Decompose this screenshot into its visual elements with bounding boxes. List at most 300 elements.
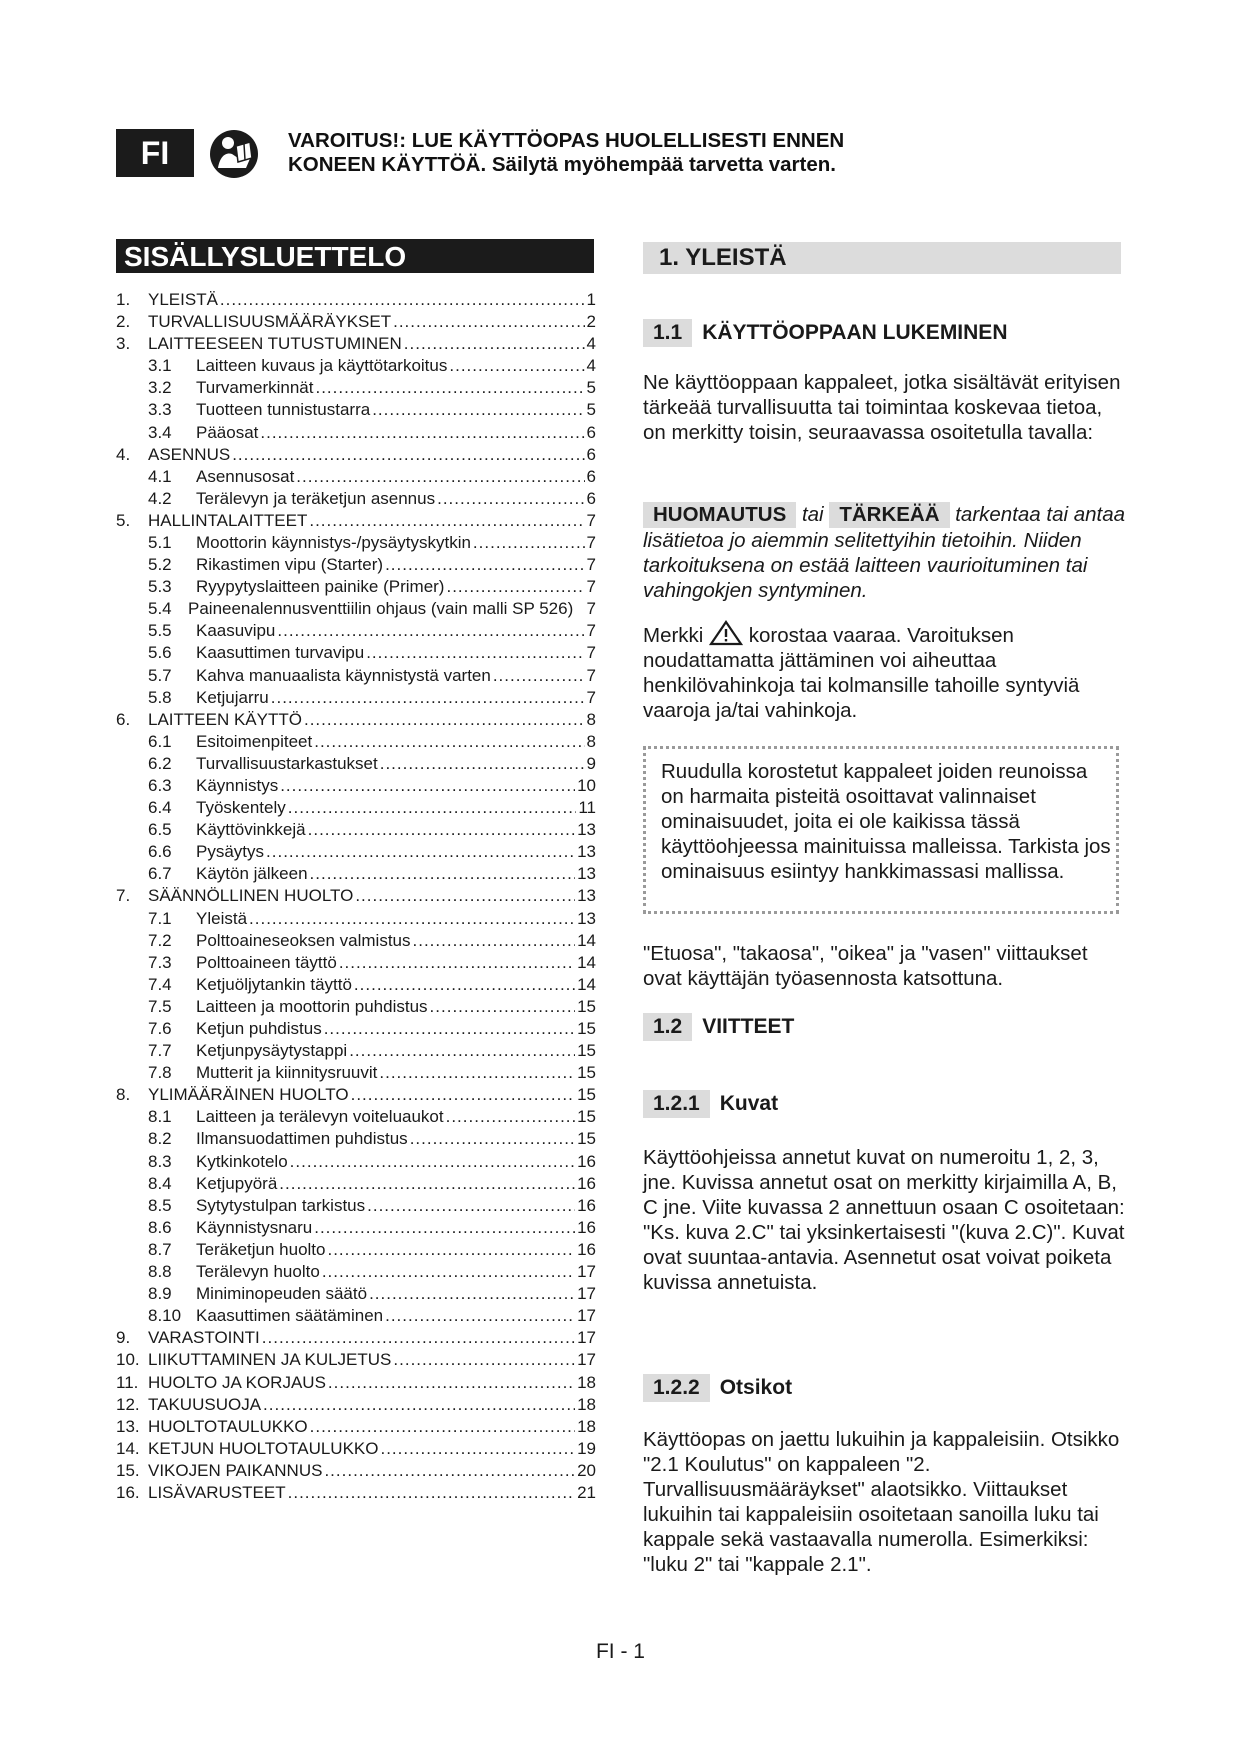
table-of-contents xyxy=(116,289,596,1504)
toc-entry[interactable] xyxy=(116,377,596,399)
toc-leader-dots xyxy=(369,1283,575,1305)
toc-entry-page: 9 xyxy=(586,753,596,773)
toc-entry-page: 13 xyxy=(577,908,596,928)
toc-entry[interactable] xyxy=(116,554,596,576)
toc-entry-title: Rikastimen vipu (Starter) xyxy=(196,555,384,575)
toc-entry-title: Työskentely xyxy=(196,798,286,818)
toc-entry[interactable] xyxy=(116,709,596,731)
toc-entry-page: 15 xyxy=(577,1107,596,1127)
subsection-heading-1-2-1 xyxy=(643,1090,778,1118)
toc-entry-title: Pysäytys xyxy=(196,842,265,862)
subsection-heading-1-2 xyxy=(643,1013,794,1041)
paragraph-note-important xyxy=(643,502,1127,603)
toc-entry[interactable] xyxy=(116,1040,596,1062)
subsection-number: 1.1 xyxy=(643,319,692,347)
toc-entry-number: 3.4 xyxy=(148,422,172,442)
toc-entry-page: 4 xyxy=(586,334,596,354)
toc-leader-dots xyxy=(314,731,584,753)
toc-entry-page: 16 xyxy=(577,1151,596,1171)
toc-entry-page: 6 xyxy=(586,488,596,508)
toc-entry[interactable] xyxy=(116,620,596,642)
toc-entry-number: 6.1 xyxy=(148,731,172,751)
toc-entry-title: Teräketjun huolto xyxy=(196,1239,326,1259)
toc-entry-number: 8.6 xyxy=(148,1217,172,1237)
paragraph-intro: Ne käyttöoppaan kappaleet, jotka sisältävät erityisen tärkeää turvallisuutta tai toimintaa koskevaa tietoa, on merkitty toisin, seuraavassa osoitetulla tavalla: xyxy=(643,371,1121,444)
toc-entry-page: 8 xyxy=(586,709,596,729)
toc-entry[interactable] xyxy=(116,819,596,841)
toc-entry-title: Ketjupyörä xyxy=(196,1173,278,1193)
toc-entry-title: Esitoimenpiteet xyxy=(196,731,313,751)
toc-entry-page: 15 xyxy=(577,1019,596,1038)
toc-entry-title: LAITTEESEEN TUTUSTUMINEN xyxy=(148,334,402,354)
toc-entry[interactable] xyxy=(116,598,596,620)
toc-entry-number: 7.2 xyxy=(148,930,172,950)
toc-entry-title: Polttoaineen täyttö xyxy=(196,952,337,972)
toc-entry-title: Turvallisuustarkastukset xyxy=(196,753,378,773)
toc-entry[interactable] xyxy=(116,1416,596,1438)
toc-entry[interactable] xyxy=(116,1239,596,1261)
toc-entry-number: 6.2 xyxy=(148,753,172,773)
toc-leader-dots xyxy=(232,444,584,466)
subsection-number: 1.2.2 xyxy=(643,1374,710,1402)
warning-line-1: VAROITUS!: LUE KÄYTTÖOPAS HUOLELLISESTI ENNEN xyxy=(288,129,845,152)
toc-entry-number: 3.1 xyxy=(148,356,172,376)
toc-entry-title: Ketjun puhdistus xyxy=(196,1019,322,1038)
toc-entry-page: 18 xyxy=(577,1394,596,1414)
toc-entry-title: Käyttövinkkejä xyxy=(196,820,306,840)
toc-entry-number: 10. xyxy=(116,1350,140,1370)
toc-entry-page: 14 xyxy=(577,952,596,972)
toc-entry-title: VARASTOINTI xyxy=(148,1328,260,1348)
toc-entry[interactable] xyxy=(116,753,596,775)
toc-entry-title: HUOLTOTAULUKKO xyxy=(148,1416,308,1436)
language-badge: FI xyxy=(116,129,194,177)
toc-entry[interactable] xyxy=(116,422,596,444)
toc-entry-title: Pääosat xyxy=(196,422,259,442)
toc-entry-number: 15. xyxy=(116,1460,140,1480)
toc-entry[interactable] xyxy=(116,1261,596,1283)
toc-entry-number: 1. xyxy=(116,290,131,309)
subsection-number: 1.2.1 xyxy=(643,1090,710,1118)
toc-entry-title: Ilmansuodattimen puhdistus xyxy=(196,1129,408,1149)
toc-leader-dots xyxy=(314,1217,575,1239)
toc-entry-title: Sytytystulpan tarkistus xyxy=(196,1195,366,1215)
toc-entry-title: Kaasuttimen säätäminen xyxy=(196,1306,384,1326)
toc-entry-page: 17 xyxy=(577,1350,596,1370)
page-number: FI - 1 xyxy=(595,1640,645,1663)
toc-entry-page: 15 xyxy=(577,996,596,1016)
toc-leader-dots xyxy=(446,1106,575,1128)
toc-leader-dots xyxy=(266,841,575,863)
subsection-number: 1.2 xyxy=(643,1013,692,1041)
toc-entry-page: 7 xyxy=(586,643,596,663)
toc-leader-dots xyxy=(437,488,584,510)
toc-entry-number: 8.10 xyxy=(148,1306,182,1326)
toc-entry-page: 7 xyxy=(586,510,596,530)
toc-entry-title: Paineenalennusventtiilin ohjaus (vain malli SP 526) xyxy=(188,599,574,619)
toc-entry-number: 5.4 xyxy=(148,599,172,619)
toc-leader-dots xyxy=(271,687,585,709)
toc-entry-number: 5.2 xyxy=(148,555,172,575)
section-heading-yleista: 1. YLEISTÄ xyxy=(643,242,1121,274)
toc-entry-title: Moottorin käynnistys-/pysäytyskytkin xyxy=(196,533,471,553)
toc-entry-page: 15 xyxy=(577,1129,596,1149)
toc-entry-number: 8.4 xyxy=(148,1173,172,1193)
toc-entry-number: 7.8 xyxy=(148,1063,172,1083)
toc-entry[interactable] xyxy=(116,289,596,311)
toc-entry[interactable] xyxy=(116,1372,596,1394)
toc-entry-title: Kaasuttimen turvavipu xyxy=(196,643,365,663)
toc-entry-number: 8.2 xyxy=(148,1129,172,1149)
toc-entry-page: 5 xyxy=(586,400,596,420)
toc-entry[interactable] xyxy=(116,444,596,466)
toc-entry[interactable] xyxy=(116,1173,596,1195)
toc-entry-title: Kahva manuaalista käynnistystä varten xyxy=(196,665,491,685)
toc-entry-number: 7.1 xyxy=(148,908,172,928)
toc-entry-number: 6.5 xyxy=(148,820,172,840)
toc-leader-dots xyxy=(328,1372,575,1394)
toc-entry[interactable] xyxy=(116,863,596,885)
toc-leader-dots xyxy=(310,1416,575,1438)
toc-title: SISÄLLYSLUETTELO xyxy=(116,239,594,273)
toc-entry-page: 19 xyxy=(577,1438,596,1458)
toc-entry-number: 5.5 xyxy=(148,621,172,641)
toc-entry-page: 7 xyxy=(586,621,596,641)
note-description: tarkentaa tai antaa lisätietoa jo aiemmin selitettyihin tietoihin. Niiden tarkoituksena on estää laitteen vaurioituminen tai vahingokjen syntyminen. xyxy=(643,503,1126,602)
toc-entry-number: 16. xyxy=(116,1482,140,1502)
toc-entry-title: HUOLTO JA KORJAUS xyxy=(148,1372,326,1392)
toc-entry-title: Mutterit ja kiinnitysruuvit xyxy=(196,1063,378,1083)
toc-entry-number: 5. xyxy=(116,510,131,530)
toc-entry-page: 7 xyxy=(586,577,596,597)
toc-entry[interactable] xyxy=(116,974,596,996)
or-word: tai xyxy=(801,503,824,526)
toc-entry-number: 13. xyxy=(116,1416,140,1436)
toc-entry[interactable] xyxy=(116,775,596,797)
toc-entry[interactable] xyxy=(116,1128,596,1150)
toc-entry-page: 7 xyxy=(586,599,596,619)
toc-entry[interactable] xyxy=(116,1018,596,1040)
toc-entry-page: 17 xyxy=(577,1306,596,1326)
toc-entry[interactable] xyxy=(116,797,596,819)
toc-entry-number: 6. xyxy=(116,709,131,729)
subsection-title: KÄYTTÖOPPAAN LUKEMINEN xyxy=(702,321,1008,344)
toc-leader-dots xyxy=(288,1482,575,1504)
toc-leader-dots xyxy=(385,1305,575,1327)
toc-entry-page: 13 xyxy=(577,864,596,884)
toc-entry-title: Kaasuvipu xyxy=(196,621,276,641)
toc-entry[interactable] xyxy=(116,1283,596,1305)
toc-entry[interactable] xyxy=(116,355,596,377)
toc-leader-dots xyxy=(380,753,585,775)
toc-entry[interactable] xyxy=(116,665,596,687)
toc-entry-number: 6.6 xyxy=(148,842,172,862)
toc-entry-title: TAKUUSUOJA xyxy=(148,1394,262,1414)
toc-entry[interactable] xyxy=(116,1305,596,1327)
toc-entry-page: 13 xyxy=(577,842,596,862)
toc-entry-number: 8. xyxy=(116,1085,131,1105)
toc-entry-number: 3.3 xyxy=(148,400,172,420)
subsection-title: Otsikot xyxy=(719,1376,793,1399)
toc-entry-page: 6 xyxy=(586,422,596,442)
important-chip: TÄRKEÄÄ xyxy=(829,502,949,528)
toc-leader-dots xyxy=(304,709,585,731)
toc-entry[interactable] xyxy=(116,466,596,488)
toc-leader-dots xyxy=(449,355,584,377)
toc-entry[interactable] xyxy=(116,1460,596,1482)
toc-leader-dots xyxy=(413,930,576,952)
toc-entry-page: 6 xyxy=(586,466,596,486)
toc-entry[interactable] xyxy=(116,930,596,952)
toc-entry-page: 16 xyxy=(577,1217,596,1237)
toc-entry-number: 5.6 xyxy=(148,643,172,663)
paragraph-figures: Käyttöohjeissa annetut kuvat on numeroitu 1, 2, 3, jne. Kuvissa annetut osat on merkitty kirjaimilla A, B, C jne. Viite kuvassa 2 annettuun osaan C osoitetaan: "Ks. kuva 2.C" tai yksinkertaisesti "(kuva 2.C)". Kuvat ovat suuntaa-antavia. Asennetut osat voivat poiketa kuvissa annetuista. xyxy=(643,1146,1125,1294)
toc-entry-title: Käynnistys xyxy=(196,775,279,795)
toc-entry-page: 17 xyxy=(577,1262,596,1282)
toc-entry-page: 11 xyxy=(578,798,596,818)
toc-entry-number: 5.3 xyxy=(148,577,172,597)
toc-entry-number: 8.9 xyxy=(148,1284,172,1304)
toc-entry[interactable] xyxy=(116,311,596,333)
toc-entry-number: 14. xyxy=(116,1438,140,1458)
toc-entry-number: 5.7 xyxy=(148,665,172,685)
toc-entry-page: 14 xyxy=(577,974,596,994)
warning-line-2: KONEEN KÄYTTÖÄ. Säilytä myöhempää tarvetta varten. xyxy=(288,153,836,176)
toc-leader-dots xyxy=(446,576,584,598)
toc-entry-title: Ketjujarru xyxy=(196,687,269,707)
toc-leader-dots xyxy=(277,620,584,642)
toc-entry-page: 16 xyxy=(577,1195,596,1215)
toc-entry[interactable] xyxy=(116,1151,596,1173)
toc-leader-dots xyxy=(324,1460,575,1482)
subsection-heading-1-1 xyxy=(643,319,1007,347)
toc-entry-page: 20 xyxy=(577,1460,596,1480)
toc-entry-title: Laitteen ja terälevyn voiteluaukot xyxy=(196,1107,444,1127)
toc-entry-title: Terälevyn ja teräketjun asennus xyxy=(196,488,436,508)
toc-entry[interactable] xyxy=(116,952,596,974)
toc-entry-number: 7. xyxy=(116,886,131,906)
warning-sign-description: korostaa vaaraa. Varoituksen noudattamatta jättäminen voi aiheuttaa henkilövahinkoja tai kolmansille tahoille syntyviä vaaroja ja/tai vahinkoja. xyxy=(643,624,1080,722)
toc-entry-title: Ketjunpysäytystappi xyxy=(196,1041,348,1061)
toc-leader-dots xyxy=(279,1173,575,1195)
toc-leader-dots xyxy=(339,952,575,974)
toc-entry[interactable] xyxy=(116,885,596,907)
toc-entry-number: 6.4 xyxy=(148,798,172,818)
toc-entry-page: 7 xyxy=(586,665,596,685)
toc-entry-title: Kytkinkotelo xyxy=(196,1151,288,1171)
toc-entry[interactable] xyxy=(116,576,596,598)
toc-entry[interactable] xyxy=(116,1084,596,1106)
toc-entry[interactable] xyxy=(116,532,596,554)
toc-leader-dots xyxy=(367,1195,575,1217)
toc-entry-number: 3. xyxy=(116,334,131,354)
toc-entry-title: Asennusosat xyxy=(196,466,295,486)
toc-entry-page: 2 xyxy=(586,312,596,332)
toc-leader-dots xyxy=(309,510,584,532)
toc-entry-number: 7.4 xyxy=(148,974,172,994)
toc-entry-number: 7.5 xyxy=(148,996,172,1016)
toc-leader-dots xyxy=(410,1128,575,1150)
toc-entry-title: LAITTEEN KÄYTTÖ xyxy=(148,709,302,729)
toc-entry[interactable] xyxy=(116,1394,596,1416)
toc-entry-page: 6 xyxy=(586,444,596,464)
toc-entry-page: 14 xyxy=(577,930,596,950)
toc-entry-title: Ketjuöljytankin täyttö xyxy=(196,974,352,994)
warning-message xyxy=(288,129,988,177)
toc-entry-title: Yleistä xyxy=(196,908,248,928)
toc-entry[interactable] xyxy=(116,510,596,532)
toc-entry[interactable] xyxy=(116,996,596,1018)
toc-entry[interactable] xyxy=(116,1062,596,1084)
toc-entry-title: ASENNUS xyxy=(148,444,231,464)
toc-entry-number: 5.1 xyxy=(148,533,172,553)
toc-entry[interactable] xyxy=(116,1195,596,1217)
paragraph-directions: "Etuosa", "takaosa", "oikea" ja "vasen" viittaukset ovat käyttäjän työasennosta katsottuna. xyxy=(643,942,1088,990)
toc-entry-title: SÄÄNNÖLLINEN HUOLTO xyxy=(148,886,354,906)
toc-leader-dots xyxy=(296,466,584,488)
toc-entry-page: 15 xyxy=(577,1063,596,1083)
toc-entry[interactable] xyxy=(116,1217,596,1239)
toc-entry-number: 3.2 xyxy=(148,378,172,398)
toc-entry-page: 7 xyxy=(586,687,596,707)
toc-entry[interactable] xyxy=(116,731,596,753)
toc-entry-number: 7.3 xyxy=(148,952,172,972)
toc-entry-number: 6.7 xyxy=(148,864,172,884)
toc-entry-number: 12. xyxy=(116,1394,140,1414)
toc-entry-title: YLIMÄÄRÄINEN HUOLTO xyxy=(148,1085,349,1105)
toc-leader-dots xyxy=(262,1327,575,1349)
toc-entry[interactable] xyxy=(116,1106,596,1128)
toc-entry-number: 7.6 xyxy=(148,1019,172,1038)
toc-entry[interactable] xyxy=(116,642,596,664)
toc-leader-dots xyxy=(308,819,575,841)
toc-leader-dots xyxy=(473,532,585,554)
toc-leader-dots xyxy=(354,974,575,996)
toc-leader-dots xyxy=(324,1018,575,1040)
optional-feature-text: Ruudulla korostetut kappaleet joiden reunoissa on harmaita pisteitä osoittavat valinnaiset ominaisuudet, joita ei ole kaikissa tässä käyttöohjeessa mainituissa malleissa. Tarkista jos ominaisuus esiintyy hankkimassasi mallissa. xyxy=(661,760,1111,883)
paragraph-warning-sign xyxy=(643,620,1127,723)
toc-entry[interactable] xyxy=(116,333,596,355)
toc-entry-title: LISÄVARUSTEET xyxy=(148,1482,286,1502)
toc-entry-page: 8 xyxy=(586,731,596,751)
subsection-title: Kuvat xyxy=(719,1092,779,1115)
toc-entry-number: 7.7 xyxy=(148,1041,172,1061)
toc-entry-number: 6.3 xyxy=(148,775,172,795)
toc-entry-title: YLEISTÄ xyxy=(148,290,218,309)
toc-entry-number: 8.7 xyxy=(148,1239,172,1259)
toc-entry-title: Polttoaineseoksen valmistus xyxy=(196,930,411,950)
toc-entry-number: 4.1 xyxy=(148,466,172,486)
toc-leader-dots xyxy=(404,333,585,355)
toc-entry-page: 1 xyxy=(586,290,596,309)
toc-entry-page: 7 xyxy=(586,533,596,553)
toc-leader-dots xyxy=(260,422,584,444)
toc-leader-dots xyxy=(315,377,584,399)
toc-entry-title: Ryypytyslaitteen painike (Primer) xyxy=(196,577,445,597)
subsection-title: VIITTEET xyxy=(702,1015,795,1038)
toc-entry[interactable] xyxy=(116,1438,596,1460)
toc-entry-page: 7 xyxy=(586,555,596,575)
toc-leader-dots xyxy=(349,1040,575,1062)
toc-entry[interactable] xyxy=(116,1349,596,1371)
toc-entry[interactable] xyxy=(116,908,596,930)
toc-entry-number: 8.5 xyxy=(148,1195,172,1215)
toc-leader-dots xyxy=(288,797,577,819)
toc-leader-dots xyxy=(351,1084,575,1106)
toc-entry-title: VIKOJEN PAIKANNUS xyxy=(148,1460,323,1480)
toc-leader-dots xyxy=(379,1062,575,1084)
toc-entry-page: 15 xyxy=(577,1041,596,1061)
toc-entry-page: 18 xyxy=(577,1416,596,1436)
subsection-heading-1-2-2 xyxy=(643,1374,792,1402)
toc-entry-page: 10 xyxy=(577,775,596,795)
toc-leader-dots xyxy=(355,885,575,907)
toc-entry-page: 17 xyxy=(577,1284,596,1304)
toc-entry-page: 18 xyxy=(577,1372,596,1392)
toc-entry-title: Terälevyn huolto xyxy=(196,1262,320,1282)
toc-entry[interactable] xyxy=(116,841,596,863)
read-manual-icon xyxy=(208,128,260,180)
toc-entry-title: TURVALLISUUSMÄÄRÄYKSET xyxy=(148,312,392,332)
toc-entry-page: 15 xyxy=(577,1085,596,1105)
sign-word: Merkki xyxy=(643,624,704,647)
toc-leader-dots xyxy=(493,665,585,687)
toc-entry-number: 5.8 xyxy=(148,687,172,707)
toc-entry-page: 17 xyxy=(577,1328,596,1348)
toc-entry-page: 5 xyxy=(586,378,596,398)
toc-entry-page: 16 xyxy=(577,1239,596,1259)
note-chip: HUOMAUTUS xyxy=(643,502,796,528)
toc-entry-page: 13 xyxy=(577,886,596,906)
warning-triangle-icon xyxy=(709,620,743,646)
toc-entry-title: Laitteen ja moottorin puhdistus xyxy=(196,996,428,1016)
toc-leader-dots xyxy=(249,908,575,930)
toc-entry-number: 8.1 xyxy=(148,1107,172,1127)
toc-leader-dots xyxy=(263,1394,575,1416)
toc-entry-number: 8.3 xyxy=(148,1151,172,1171)
toc-entry[interactable] xyxy=(116,1327,596,1349)
toc-entry-number: 2. xyxy=(116,312,131,332)
toc-leader-dots xyxy=(393,311,584,333)
toc-leader-dots xyxy=(372,399,584,421)
toc-entry-title: Tuotteen tunnistustarra xyxy=(196,400,371,420)
toc-entry[interactable] xyxy=(116,488,596,510)
toc-entry-title: Miniminopeuden säätö xyxy=(196,1284,368,1304)
toc-leader-dots xyxy=(430,996,576,1018)
toc-entry[interactable] xyxy=(116,399,596,421)
toc-leader-dots xyxy=(380,1438,575,1460)
paragraph-headings: Käyttöopas on jaettu lukuihin ja kappaleisiin. Otsikko "2.1 Koulutus" on kappaleen "2. Turvallisuusmääräykset" alaotsikko. Viittaukset lukuihin tai kappaleisiin osoitetaan sanoilla luku tai kappale sekä vastaavalla numerolla. Esimerkiksi: "luku 2" tai "kappale 2.1". xyxy=(643,1428,1120,1576)
toc-leader-dots xyxy=(327,1239,575,1261)
toc-entry[interactable] xyxy=(116,1482,596,1504)
toc-entry-title: Käynnistysnaru xyxy=(196,1217,313,1237)
toc-leader-dots xyxy=(385,554,584,576)
toc-entry-number: 4.2 xyxy=(148,488,172,508)
toc-entry-number: 11. xyxy=(116,1372,139,1392)
toc-entry-title: Käytön jälkeen xyxy=(196,864,308,884)
toc-leader-dots xyxy=(393,1349,575,1371)
toc-entry-number: 4. xyxy=(116,444,131,464)
toc-entry-title: KETJUN HUOLTOTAULUKKO xyxy=(148,1438,379,1458)
toc-leader-dots xyxy=(366,642,584,664)
toc-leader-dots xyxy=(220,289,585,311)
toc-entry[interactable] xyxy=(116,687,596,709)
toc-entry-number: 9. xyxy=(116,1328,131,1348)
toc-entry-title: Turvamerkinnät xyxy=(196,378,314,398)
toc-entry-page: 16 xyxy=(577,1173,596,1193)
toc-entry-title: LIIKUTTAMINEN JA KULJETUS xyxy=(148,1350,392,1370)
toc-leader-dots xyxy=(280,775,575,797)
